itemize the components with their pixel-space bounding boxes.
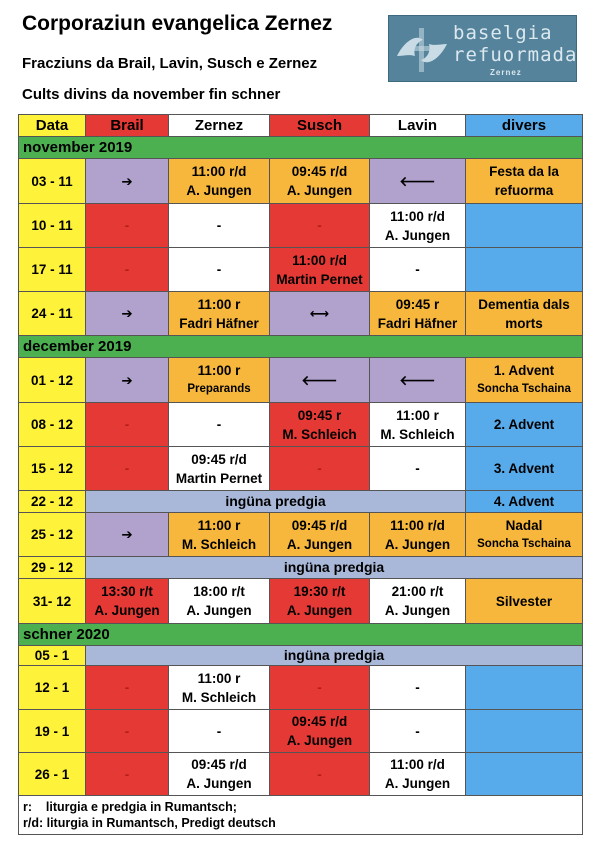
- page-title: Corporaziun evangelica Zernez: [22, 12, 333, 35]
- divers-line: Soncha Tschaina: [477, 383, 571, 395]
- divers-cell: [466, 513, 583, 557]
- divers-line: Nadal: [505, 517, 543, 533]
- no-service-cell: -: [169, 710, 270, 753]
- service-time: 11:00 r: [396, 407, 439, 423]
- no-service-cell: -: [86, 447, 169, 491]
- table-row: [19, 248, 583, 292]
- no-service-cell: -: [86, 248, 169, 292]
- table-row: [19, 204, 583, 248]
- subtitle-period: Cults divins da november fin schner: [22, 86, 281, 103]
- divers-cell: [466, 666, 583, 710]
- table-row: [19, 579, 583, 624]
- table-row: [19, 292, 583, 336]
- service-cell: [169, 358, 270, 403]
- table-row: [19, 666, 583, 710]
- logo-text-refuormada: refuormada: [453, 44, 578, 66]
- month-row: [19, 137, 583, 159]
- date-cell: 08 - 12: [19, 403, 86, 447]
- arrow-both-icon: ⟷: [270, 292, 370, 336]
- arrow-right-icon: ➔: [86, 513, 169, 557]
- service-time: 09:45 r/d: [291, 517, 348, 533]
- service-cell: [370, 292, 466, 336]
- service-time: 09:45 r: [297, 407, 342, 423]
- table-row: [19, 403, 583, 447]
- table-row: [19, 358, 583, 403]
- no-service-cell: -: [270, 666, 370, 710]
- service-pastor: A. Jungen: [286, 733, 353, 748]
- divers-line: 1. Advent: [493, 363, 555, 378]
- legend: [19, 796, 583, 835]
- arrow-left-icon: 🡐: [370, 159, 466, 204]
- service-pastor: Martin Pernet: [276, 271, 363, 287]
- divers-line: refuorma: [494, 183, 554, 198]
- arrow-right-icon: ➔: [86, 292, 169, 336]
- service-pastor: A. Jungen: [286, 183, 353, 198]
- divers-cell: [466, 159, 583, 204]
- no-service-cell: -: [86, 666, 169, 710]
- service-time: 21:00 r/t: [391, 584, 444, 599]
- service-time: 11:00 r: [197, 517, 241, 533]
- divers-cell: [466, 204, 583, 248]
- no-service-cell: -: [169, 403, 270, 447]
- legend-line-r: r: liturgia e predgia in Rumantsch;: [23, 800, 237, 814]
- service-cell: [370, 579, 466, 624]
- table-row: [19, 491, 583, 513]
- no-service-banner: ingüna predgia: [86, 491, 466, 513]
- service-cell: [370, 204, 466, 248]
- no-service-cell: -: [370, 666, 466, 710]
- arrow-left-icon: 🡐: [370, 358, 466, 403]
- service-time: 13:30 r/t: [101, 584, 153, 599]
- divers-cell: [466, 753, 583, 796]
- divers-line: Soncha Tschaina: [477, 537, 571, 550]
- month-label: schner 2020: [19, 624, 583, 646]
- service-cell: [270, 579, 370, 624]
- month-label: december 2019: [19, 336, 583, 358]
- no-service-cell: -: [86, 753, 169, 796]
- service-time: 09:45 r/d: [191, 451, 247, 467]
- month-row: [19, 336, 583, 358]
- date-cell: 29 - 12: [19, 557, 86, 579]
- service-pastor: A. Jungen: [384, 227, 451, 243]
- service-cell: [270, 403, 370, 447]
- table-row: [19, 159, 583, 204]
- no-service-cell: -: [86, 204, 169, 248]
- no-service-cell: -: [270, 204, 370, 248]
- no-service-cell: -: [370, 710, 466, 753]
- service-pastor: Preparands: [187, 383, 251, 395]
- service-cell: [270, 248, 370, 292]
- service-cell: [169, 666, 270, 710]
- service-cell: [169, 513, 270, 557]
- church-logo: [388, 15, 577, 82]
- arrow-right-icon: ➔: [86, 358, 169, 403]
- table-row: [19, 557, 583, 579]
- divers-cell: [466, 248, 583, 292]
- service-time: 18:00 r/t: [193, 584, 245, 599]
- service-time: 09:45 r/d: [191, 757, 247, 772]
- no-service-cell: -: [270, 447, 370, 491]
- service-cell: [169, 159, 270, 204]
- service-pastor: A. Jungen: [286, 603, 353, 618]
- date-cell: 10 - 11: [19, 204, 86, 248]
- service-pastor: A. Jungen: [286, 536, 353, 552]
- subtitle-parishes: Fracziuns da Brail, Lavin, Susch e Zernez: [22, 55, 318, 72]
- date-cell: 25 - 12: [19, 513, 86, 557]
- service-cell: [169, 753, 270, 796]
- service-pastor: M. Schleich: [380, 426, 455, 442]
- service-pastor: A. Jungen: [384, 776, 451, 791]
- no-service-cell: -: [169, 204, 270, 248]
- service-time: 09:45 r/d: [291, 714, 348, 729]
- divers-line: Dementia dals: [478, 296, 570, 312]
- service-cell: [270, 513, 370, 557]
- col-header-zernez: Zernez: [169, 115, 270, 137]
- no-service-cell: -: [86, 403, 169, 447]
- service-pastor: M. Schleich: [181, 536, 257, 552]
- arrow-right-icon: ➔: [86, 159, 169, 204]
- no-service-banner: ingüna predgia: [86, 557, 583, 579]
- logo-text-zernez: Zernez: [490, 68, 522, 77]
- date-cell: 17 - 11: [19, 248, 86, 292]
- no-service-cell: -: [86, 710, 169, 753]
- service-time: 11:00 r/d: [292, 252, 347, 268]
- month-row: [19, 624, 583, 646]
- service-cell: [86, 579, 169, 624]
- month-label: november 2019: [19, 137, 583, 159]
- table-row: [19, 753, 583, 796]
- divers-cell: [466, 710, 583, 753]
- service-cell: [370, 403, 466, 447]
- divers-cell: Silvester: [466, 579, 583, 624]
- legend-line-rd: r/d: liturgia in Rumantsch, Predigt deutsch: [23, 816, 276, 830]
- service-time: 11:00 r/d: [191, 164, 247, 179]
- service-time: 11:00 r/d: [390, 757, 445, 772]
- date-cell: 03 - 11: [19, 159, 86, 204]
- arrow-left-icon: 🡐: [270, 358, 370, 403]
- service-time: 11:00 r/d: [390, 208, 445, 224]
- service-pastor: Martin Pernet: [175, 470, 263, 486]
- date-cell: 31- 12: [19, 579, 86, 624]
- divers-cell: 3. Advent: [466, 447, 583, 491]
- service-cell: [169, 447, 270, 491]
- service-cell: [169, 579, 270, 624]
- service-pastor: A. Jungen: [186, 776, 252, 791]
- service-pastor: A. Jungen: [384, 603, 451, 618]
- col-header-brail: Brail: [86, 115, 169, 137]
- service-time: 09:45 r: [395, 296, 440, 312]
- col-header-lavin: Lavin: [370, 115, 466, 137]
- column-header-row: [19, 115, 583, 137]
- divers-cell: 2. Advent: [466, 403, 583, 447]
- service-cell: [370, 753, 466, 796]
- service-pastor: A. Jungen: [384, 536, 451, 552]
- service-time: 11:00 r: [197, 296, 241, 312]
- date-cell: 05 - 1: [19, 646, 86, 666]
- no-service-cell: -: [370, 447, 466, 491]
- col-header-susch: Susch: [270, 115, 370, 137]
- no-service-cell: -: [270, 753, 370, 796]
- service-cell: [270, 710, 370, 753]
- service-time: 09:45 r/d: [291, 164, 348, 179]
- table-row: [19, 513, 583, 557]
- service-time: 11:00 r: [197, 670, 241, 686]
- dove-cross-icon: [393, 22, 451, 78]
- service-pastor: A. Jungen: [186, 183, 252, 198]
- service-time: 11:00 r/d: [390, 517, 445, 533]
- divers-cell: 4. Advent: [466, 491, 583, 513]
- date-cell: 26 - 1: [19, 753, 86, 796]
- date-cell: 01 - 12: [19, 358, 86, 403]
- service-time: 19:30 r/t: [293, 584, 346, 599]
- divers-cell: [466, 358, 583, 403]
- no-service-cell: -: [169, 248, 270, 292]
- service-pastor: Fadri Häfner: [377, 315, 458, 331]
- no-service-banner: ingüna predgia: [86, 646, 583, 666]
- service-cell: [370, 513, 466, 557]
- table-row: [19, 447, 583, 491]
- service-pastor: A. Jungen: [186, 603, 252, 618]
- schedule-table: [18, 114, 583, 835]
- service-pastor: M. Schleich: [181, 689, 257, 705]
- service-cell: [270, 159, 370, 204]
- service-pastor: M. Schleich: [282, 426, 357, 442]
- date-cell: 22 - 12: [19, 491, 86, 513]
- service-time: 11:00 r: [197, 363, 241, 378]
- service-cell: [169, 292, 270, 336]
- date-cell: 12 - 1: [19, 666, 86, 710]
- divers-line: morts: [505, 315, 543, 331]
- col-header-divers: divers: [466, 115, 583, 137]
- legend-row: [19, 796, 583, 835]
- date-cell: 24 - 11: [19, 292, 86, 336]
- divers-line: Festa da la: [489, 164, 559, 179]
- table-row: [19, 710, 583, 753]
- date-cell: 19 - 1: [19, 710, 86, 753]
- service-pastor: A. Jungen: [94, 603, 160, 618]
- date-cell: 15 - 12: [19, 447, 86, 491]
- no-service-cell: -: [370, 248, 466, 292]
- col-header-data: Data: [19, 115, 86, 137]
- service-pastor: Fadri Häfner: [179, 315, 259, 331]
- divers-cell: [466, 292, 583, 336]
- logo-text-baselgia: baselgia: [453, 22, 553, 44]
- table-row: [19, 646, 583, 666]
